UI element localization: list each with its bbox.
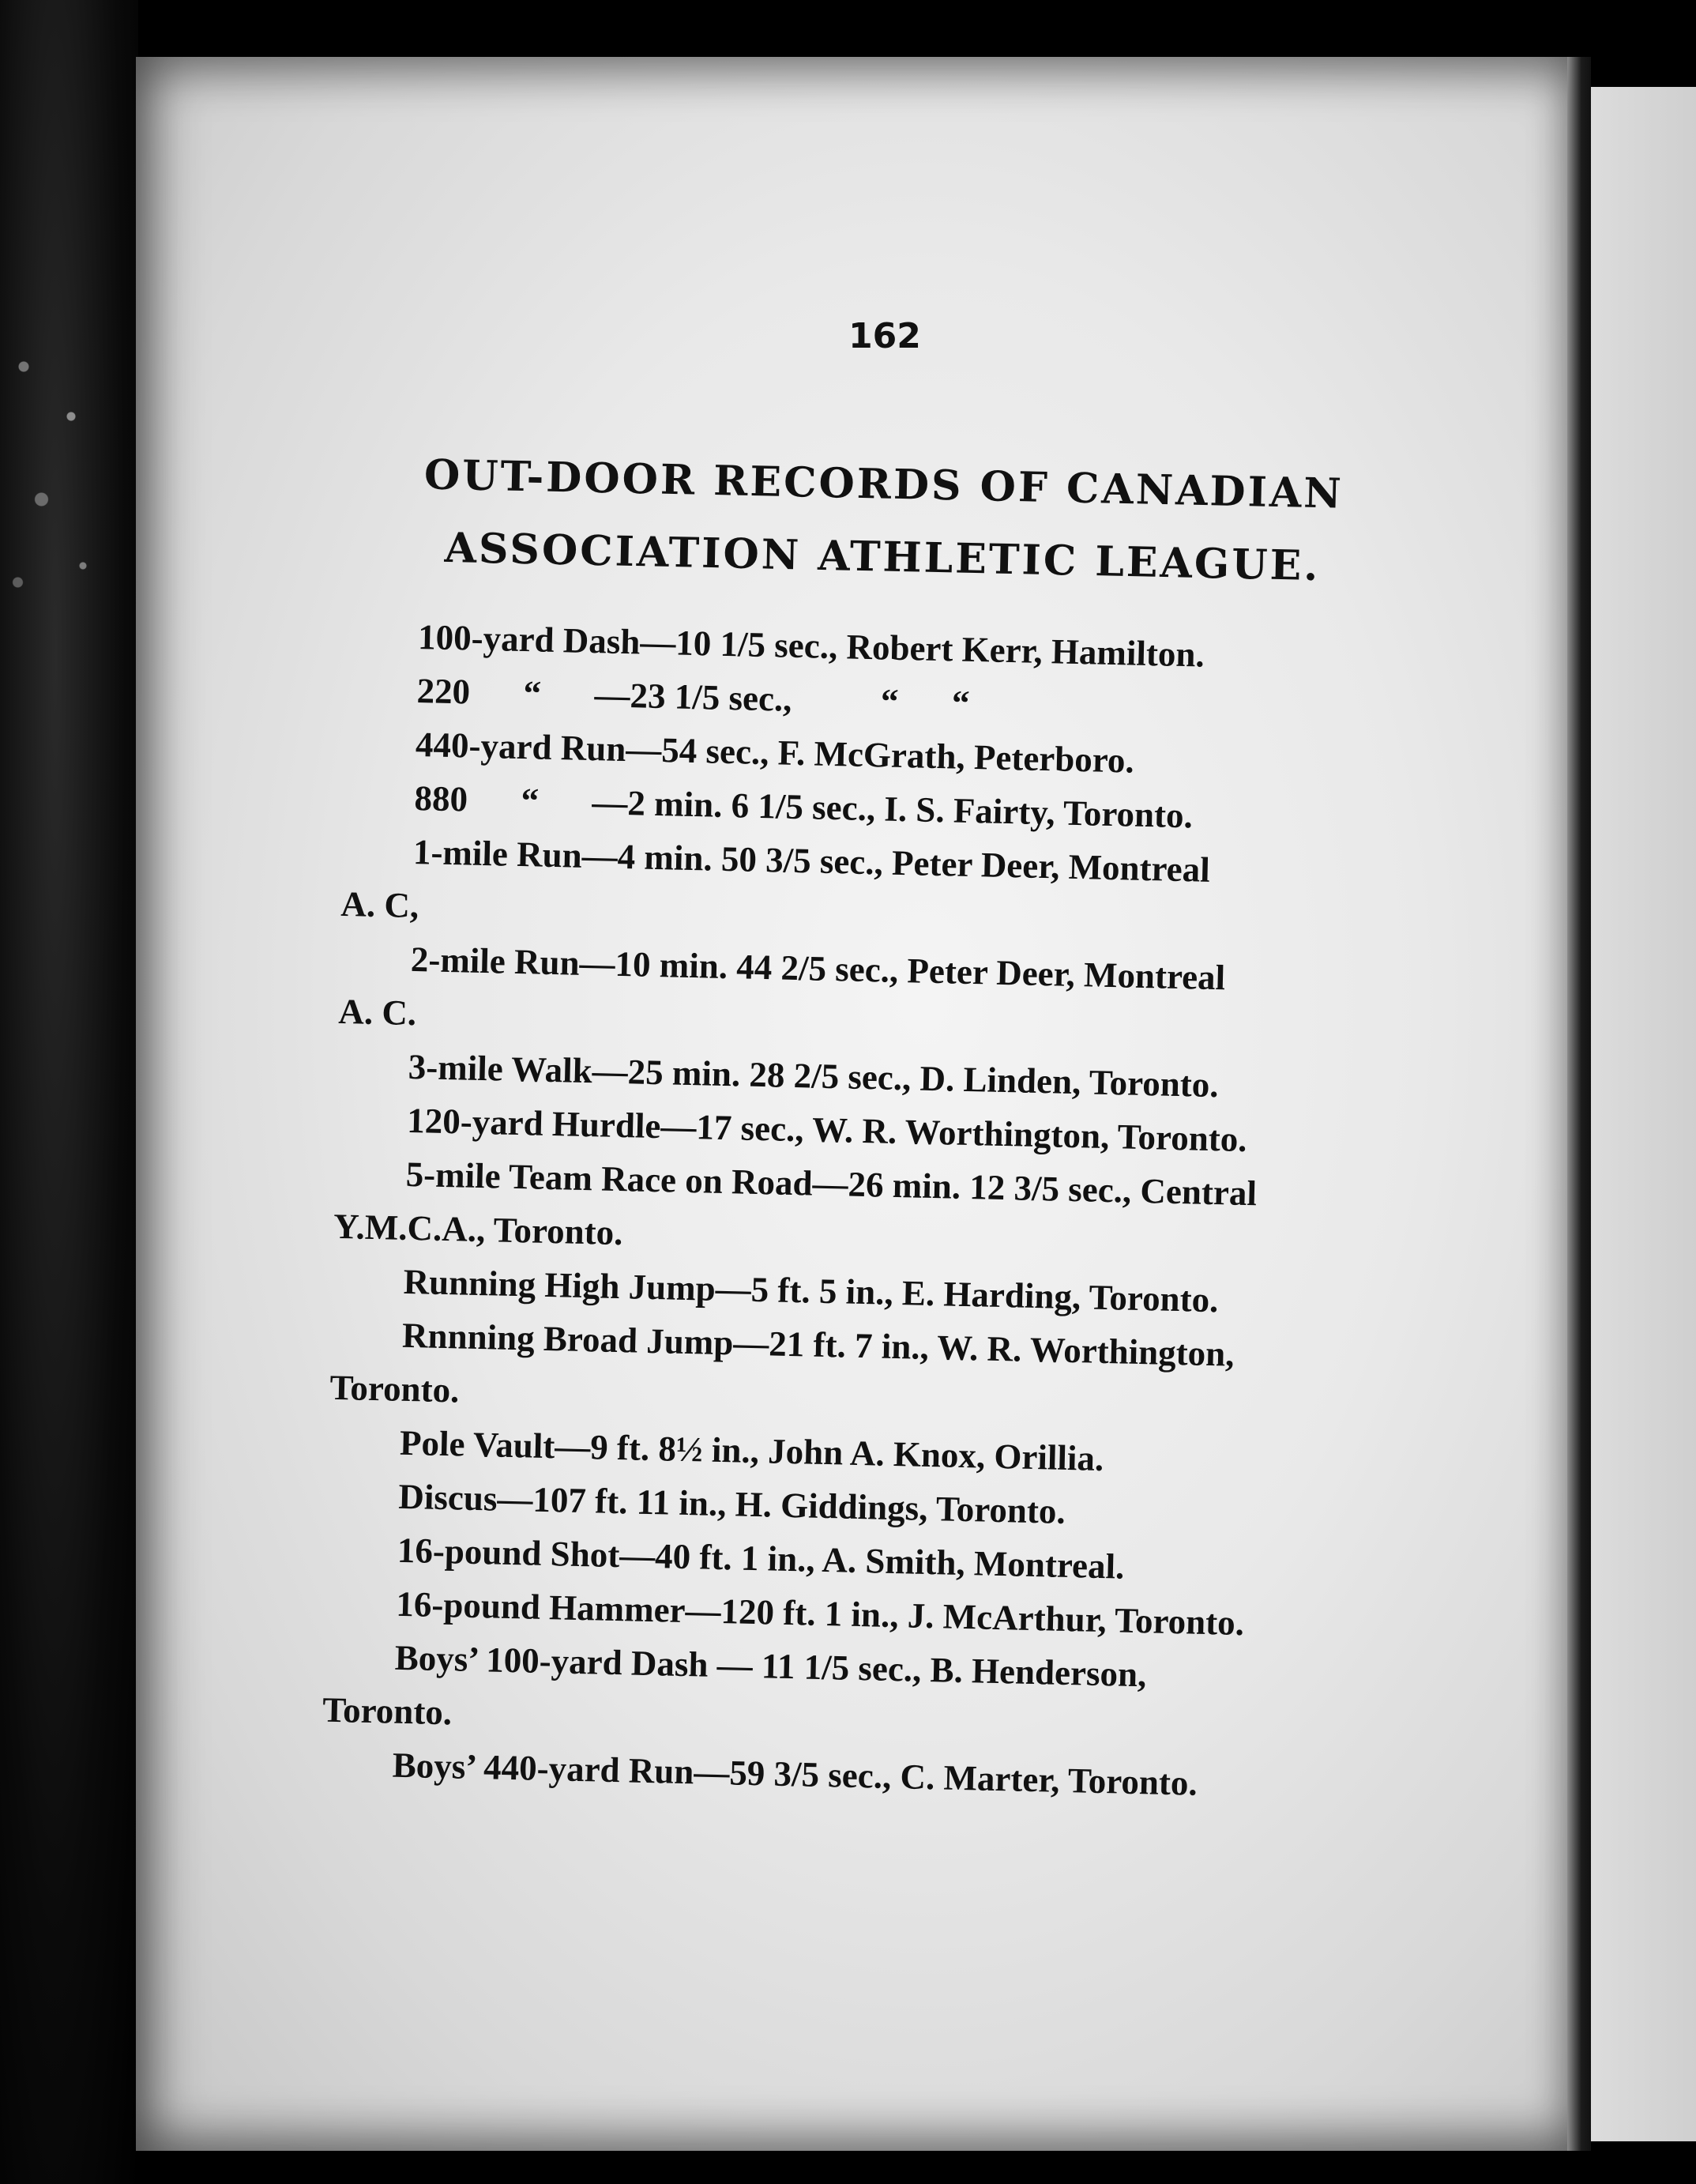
record-continuation: Toronto. [322, 1689, 453, 1733]
record-text: 2-mile Run—10 min. 44 2/5 sec., Peter Deer, Montreal [410, 939, 1226, 998]
record-text: Boys’ 440-yard Run—59 3/5 sec., C. Marter, Toronto. [392, 1745, 1198, 1803]
record-text: 120-yard Hurdle—17 sec., W. R. Worthington, Toronto. [406, 1100, 1248, 1159]
adjacent-page-edge [1591, 87, 1696, 2141]
record-text: 440-yard Run—54 sec., F. McGrath, Peterboro. [415, 725, 1135, 781]
record-text: Discus—107 ft. 11 in., H. Giddings, Toronto. [397, 1476, 1066, 1531]
book-gutter [1567, 57, 1591, 2151]
record-continuation: Y.M.C.A., Toronto. [333, 1206, 624, 1253]
record-text: 16-pound Shot—40 ft. 1 in., A. Smith, Montreal. [397, 1530, 1125, 1587]
record-text: 1-mile Run—4 min. 50 3/5 sec., Peter Deer, Montreal [412, 831, 1211, 890]
record-text: 16-pound Hammer—120 ft. 1 in., J. McArthur, Toronto. [395, 1583, 1245, 1644]
page-number: 162 [848, 316, 921, 356]
record-text: 100-yard Dash—10 1/5 sec., Robert Kerr, Hamilton. [417, 617, 1205, 675]
records-list [321, 608, 1374, 1813]
record-continuation: A. C, [340, 883, 419, 926]
title-line-2: ASSOCIATION ATHLETIC LEAGUE. [444, 523, 1321, 591]
record-continuation: A. C. [337, 991, 417, 1034]
record-text: Boys’ 100-yard Dash — 11 1/5 sec., B. Henderson, [394, 1637, 1147, 1695]
page-title [408, 439, 1359, 604]
record-continuation: Toronto. [329, 1367, 460, 1410]
record-text: Pole Vault—9 ft. 8½ in., John A. Knox, Orillia. [399, 1422, 1104, 1478]
record-text: 220 “ —23 1/5 sec., “ “ [416, 671, 971, 723]
record-text: 3-mile Walk—25 min. 28 2/5 sec., D. Linden, Toronto. [408, 1046, 1220, 1105]
record-text: 880 “ —2 min. 6 1/5 sec., I. S. Fairty, Toronto. [414, 778, 1194, 836]
record-text: Running High Jump—5 ft. 5 in., E. Harding, Toronto. [403, 1261, 1219, 1320]
title-line-1: OUT-DOOR RECORDS OF CANADIAN [423, 450, 1344, 518]
record-text: Rnnning Broad Jump—21 ft. 7 in., W. R. Worthington, [401, 1315, 1235, 1374]
page-damage-speckle [0, 300, 118, 632]
record-text: 5-mile Team Race on Road—26 min. 12 3/5 sec., Central [405, 1154, 1258, 1214]
